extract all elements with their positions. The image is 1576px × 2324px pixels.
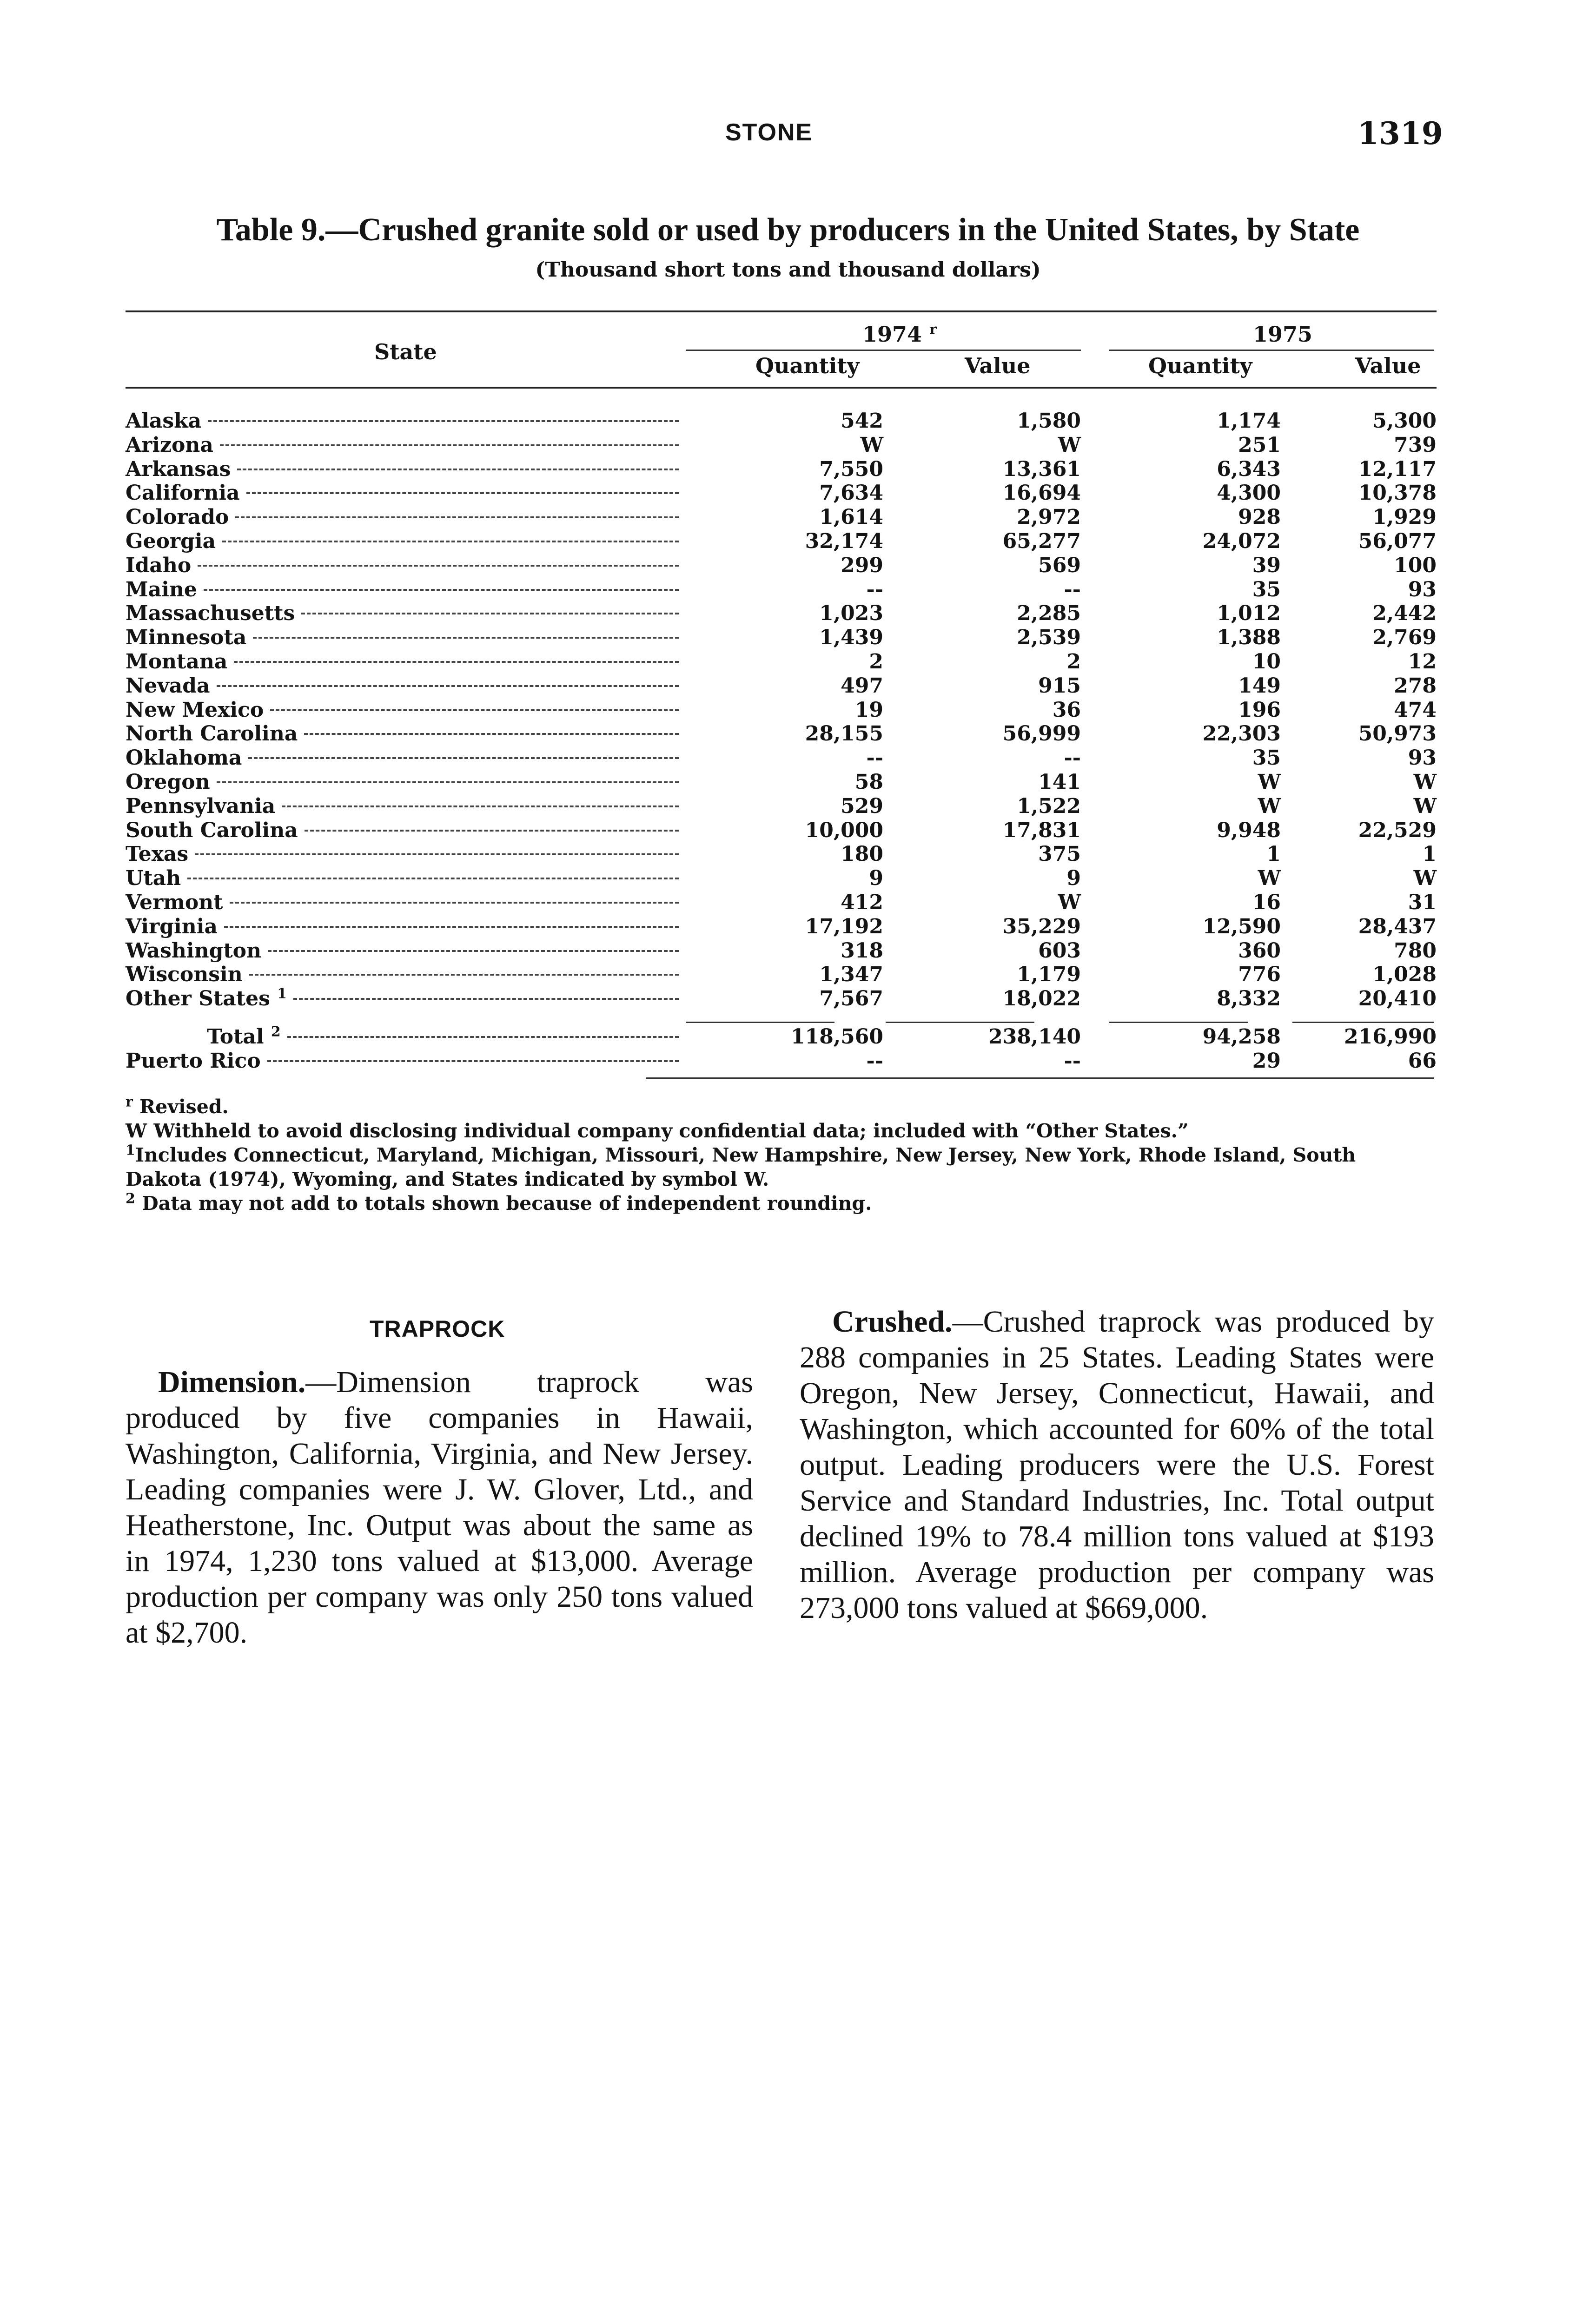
cell-v1975: 10,378 [1358,481,1437,505]
table-row [126,578,1437,602]
cell-q1975: W [1258,770,1281,794]
cell-q1975: 94,258 [1202,1025,1281,1049]
state-name: Pennsylvania [126,794,276,818]
cell-v1974: 2,539 [1017,626,1081,649]
table-row [126,626,1437,650]
dot-leader [293,998,679,1000]
cell-q1975: 149 [1238,674,1281,698]
cell-v1975: 5,300 [1372,409,1437,433]
cell-v1975: 739 [1394,433,1437,457]
dot-leader [198,565,679,567]
table-row [126,963,1437,987]
cell-v1975: 2,442 [1372,601,1437,625]
cell-v1974: 56,999 [1002,722,1081,746]
cell-q1974: 58 [854,770,883,794]
cell-q1975: 9,948 [1217,819,1281,842]
cell-v1975: 100 [1394,554,1437,577]
cell-v1974: 17,831 [1002,819,1081,842]
runin-crushed: Crushed. [832,1305,953,1339]
cell-v1974: 2,972 [1017,505,1081,529]
cell-v1974: 16,694 [1002,481,1081,505]
table-row [126,770,1437,794]
year-1975-rule [1109,350,1434,351]
cell-q1974: 9 [869,866,883,890]
total-rule-v1975 [1292,1022,1434,1023]
table-row [126,433,1437,457]
dimension-body: —Dimension traprock was produced by five companies in Hawaii, Washington, California, Virginia, and New Jersey. Leading companies were J. W. Glover, Ltd., and Heatherstone, Inc. Output was about the same as in 1974, 1,230 tons valued at $13,000. Average production per company was only 250 tons valued at $2,700. [126,1365,753,1650]
cell-v1974: 603 [1038,939,1081,963]
dot-leader [248,757,679,759]
dot-leader [246,492,679,494]
dot-leader [282,805,679,807]
cell-v1974: W [1058,433,1081,457]
year-1974-label: 1974 [862,322,922,347]
state-name: Arizona [126,433,213,457]
table-row [126,409,1437,433]
table-top-rule [126,310,1437,312]
footnote-1: $^1$Includes Connecticut, Maryland, Michigan, Missouri, New Hampshire, New Jersey, New York, Rhode Island, South Dakota (1974), Wyoming, and States indicated by symbol W. [126,1142,1356,1190]
right-column-text [800,1304,1434,1626]
state-name: Montana [126,650,228,673]
cell-q1974: 7,550 [819,457,883,481]
cell-q1975: 22,303 [1202,722,1281,746]
table-subtitle: (Thousand short tons and thousand dollars) [535,258,1041,282]
cell-q1975: 16 [1252,891,1281,914]
cell-v1975: 20,410 [1358,987,1437,1010]
cell-q1974: W [860,433,883,457]
cell-v1975: 22,529 [1358,819,1437,842]
cell-v1975: 278 [1394,674,1437,698]
footnote-withheld: W Withheld to avoid disclosing individual company confidential data; included with “Other States.” [126,1120,1189,1142]
cell-v1975: 93 [1408,578,1437,601]
dot-leader [224,926,679,928]
state-name: Alaska [126,409,202,433]
cell-v1975: 28,437 [1358,915,1437,938]
table-row [126,794,1437,819]
year-1974-rule [686,350,1081,351]
cell-v1974: 36 [1052,698,1081,722]
footnote-marker: 1 [277,985,287,1002]
cell-v1974: -- [1064,1049,1081,1073]
cell-q1975: 35 [1252,746,1281,770]
state-name: Massachusetts [126,601,295,625]
cell-v1974: 141 [1038,770,1081,794]
column-header-value-1975: Value [1355,353,1421,378]
cell-v1975: 12,117 [1358,457,1437,481]
state-name: Maine [126,578,197,601]
dot-leader [217,781,679,783]
paragraph-crushed [800,1304,1434,1626]
table-row [126,650,1437,674]
total-rule-v1974 [886,1022,1034,1023]
table-footnotes [126,1095,1437,1215]
table-row [126,601,1437,626]
cell-v1974: 569 [1038,554,1081,577]
cell-v1974: 2 [1066,650,1081,673]
cell-q1975: 4,300 [1217,481,1281,505]
cell-v1974: 1,179 [1017,963,1081,986]
dot-leader [204,589,679,591]
table-row [126,915,1437,939]
cell-v1975: 50,973 [1358,722,1437,746]
cell-v1975: 1,929 [1372,505,1437,529]
table-row [126,939,1437,963]
cell-q1974: 7,567 [819,987,883,1010]
cell-q1974: 1,614 [819,505,883,529]
table-row [126,529,1437,554]
cell-q1975: 39 [1252,554,1281,577]
dot-leader [222,541,679,542]
cell-q1974: 542 [841,409,883,433]
cell-q1974: 1,439 [819,626,883,649]
revised-mark: r [929,321,937,338]
dot-leader [268,950,679,952]
state-name: Wisconsin [126,963,243,986]
cell-v1974: 238,140 [988,1025,1081,1049]
state-name: Virginia [126,915,218,938]
state-name: New Mexico [126,698,264,722]
dot-leader [270,709,679,711]
state-name: Arkansas [126,457,231,481]
cell-v1974: 65,277 [1002,529,1081,553]
cell-v1975: 1 [1422,842,1437,866]
state-name: Colorado [126,505,229,529]
runin-dimension: Dimension. [158,1365,306,1399]
table-row [126,674,1437,698]
dot-leader [253,637,679,639]
cell-q1975: 24,072 [1202,529,1281,553]
table-row [126,746,1437,770]
cell-v1974: W [1058,891,1081,914]
state-name: Vermont [126,891,223,914]
state-name: Idaho [126,554,192,577]
cell-v1974: 18,022 [1002,987,1081,1010]
state-name: South Carolina [126,819,298,842]
cell-q1974: 497 [841,674,883,698]
cell-q1974: 299 [841,554,883,577]
cell-v1975: 12 [1408,650,1437,673]
table-row [126,866,1437,891]
cell-q1974: 180 [841,842,883,866]
state-name: Georgia [126,529,216,553]
state-name: Other States $^1$ [126,985,287,1010]
cell-q1975: 251 [1238,433,1281,457]
state-name: Washington [126,939,261,963]
cell-q1974: 529 [841,794,883,818]
cell-q1975: 776 [1238,963,1281,986]
cell-q1975: W [1258,866,1281,890]
header-bottom-rule [126,387,1437,389]
dot-leader [208,420,679,422]
footnote-marker: 2 [271,1023,281,1040]
cell-v1974: -- [1064,746,1081,770]
cell-v1974: 1,522 [1017,794,1081,818]
cell-v1975: 93 [1408,746,1437,770]
cell-q1974: 1,023 [819,601,883,625]
cell-q1975: 928 [1238,505,1281,529]
paragraph-dimension [126,1364,753,1651]
cell-q1974: 118,560 [790,1025,883,1049]
cell-v1975: 31 [1408,891,1437,914]
state-name: Puerto Rico [126,1049,261,1073]
table-row [126,819,1437,843]
cell-q1974: 17,192 [805,915,883,938]
page-number: 1319 [1357,115,1443,152]
cell-q1974: 28,155 [805,722,883,746]
cell-q1975: 360 [1238,939,1281,963]
table-row [126,554,1437,578]
dot-leader [249,974,679,976]
cell-q1975: 1,012 [1217,601,1281,625]
state-name: Oregon [126,770,210,794]
cell-q1975: 8,332 [1217,987,1281,1010]
state-name: California [126,481,240,505]
column-header-value-1974: Value [965,353,1031,378]
state-name: Total $^2$ [207,1023,281,1049]
cell-v1975: 780 [1394,939,1437,963]
cell-q1974: 412 [841,891,883,914]
footnote-revised-mark: r [126,1094,133,1110]
cell-v1975: 56,077 [1358,529,1437,553]
cell-v1975: W [1413,770,1437,794]
cell-q1974: -- [866,1049,883,1073]
column-header-1975: 1975 [1253,322,1313,347]
cell-q1974: 19 [854,698,883,722]
dot-leader [287,1036,679,1038]
state-name: Nevada [126,674,210,698]
cell-q1974: 1,347 [819,963,883,986]
crushed-body: —Crushed traprock was produced by 288 companies in 25 States. Leading States were Oregon, New Jersey, Connecticut, Hawaii, and Washington, which accounted for 60% of the total output. Leading producers were the U.S. Forest Service and Standard Industries, Inc. Total output declined 19% to 78.4 million tons valued at $193 million. Average production per company was 273,000 tons valued at $669,000. [800,1305,1434,1625]
column-header-quantity-1975: Quantity [1148,353,1252,378]
cell-q1974: -- [866,578,883,601]
dot-leader [237,469,679,470]
state-name: Oklahoma [126,746,242,770]
state-name: Minnesota [126,626,247,649]
cell-q1975: 1 [1266,842,1281,866]
table-row [126,457,1437,482]
state-name: Utah [126,866,181,890]
total-rule-q1975 [1109,1022,1248,1023]
cell-q1974: 2 [869,650,883,673]
table-row-total [126,1025,1437,1049]
cell-v1975: 66 [1408,1049,1437,1073]
cell-v1975: 474 [1394,698,1437,722]
cell-v1974: 2,285 [1017,601,1081,625]
cell-q1975: 29 [1252,1049,1281,1073]
left-column-text [126,1364,753,1651]
cell-v1974: 9 [1066,866,1081,890]
table-row [126,698,1437,722]
cell-q1974: 10,000 [805,819,883,842]
cell-v1974: -- [1064,578,1081,601]
dot-leader [267,1060,679,1062]
table-row-puerto-rico [126,1049,1437,1073]
cell-v1974: 1,580 [1017,409,1081,433]
table-row [126,481,1437,505]
cell-q1975: 1,388 [1217,626,1281,649]
table-row [126,722,1437,746]
state-name: Texas [126,842,189,866]
cell-v1975: 1,028 [1372,963,1437,986]
table-bottom-rule [646,1077,1434,1079]
table-row [126,987,1437,1011]
column-header-quantity-1974: Quantity [755,353,860,378]
cell-q1975: 1,174 [1217,409,1281,433]
table-title: Table 9.—Crushed granite sold or used by producers in the United States, by State [216,212,1360,248]
cell-v1974: 35,229 [1002,915,1081,938]
dot-leader [305,830,679,832]
cell-q1974: 318 [841,939,883,963]
cell-q1974: 7,634 [819,481,883,505]
total-rule-q1974 [686,1022,834,1023]
dot-leader [301,613,679,614]
cell-v1975: W [1413,866,1437,890]
dot-leader [220,444,679,446]
dot-leader [195,853,679,855]
dot-leader [304,733,679,735]
dot-leader [230,902,679,904]
cell-v1975: 216,990 [1344,1025,1437,1049]
cell-q1975: 35 [1252,578,1281,601]
cell-v1975: 2,769 [1372,626,1437,649]
table-row [126,505,1437,529]
footnote-2: $^2$ Data may not add to totals shown because of independent rounding. [126,1190,872,1215]
cell-q1974: 32,174 [805,529,883,553]
table-row [126,842,1437,866]
cell-q1975: 6,343 [1217,457,1281,481]
table-row [126,891,1437,915]
state-name: North Carolina [126,722,298,746]
column-header-state: State [374,339,437,364]
column-header-1974 [862,322,937,347]
cell-q1975: 196 [1238,698,1281,722]
footnote-revised: $^r$ Revised. [126,1094,229,1118]
cell-q1975: 10 [1252,650,1281,673]
section-heading-traprock: TRAPROCK [370,1316,505,1342]
cell-v1974: 13,361 [1002,457,1081,481]
cell-v1974: 375 [1038,842,1081,866]
cell-v1974: 915 [1038,674,1081,698]
dot-leader [217,685,679,687]
dot-leader [234,661,679,663]
cell-q1975: 12,590 [1202,915,1281,938]
running-header-title: STONE [725,119,813,146]
dot-leader [187,878,679,879]
cell-q1975: W [1258,794,1281,818]
cell-q1974: -- [866,746,883,770]
dot-leader [235,516,679,518]
cell-v1975: W [1413,794,1437,818]
